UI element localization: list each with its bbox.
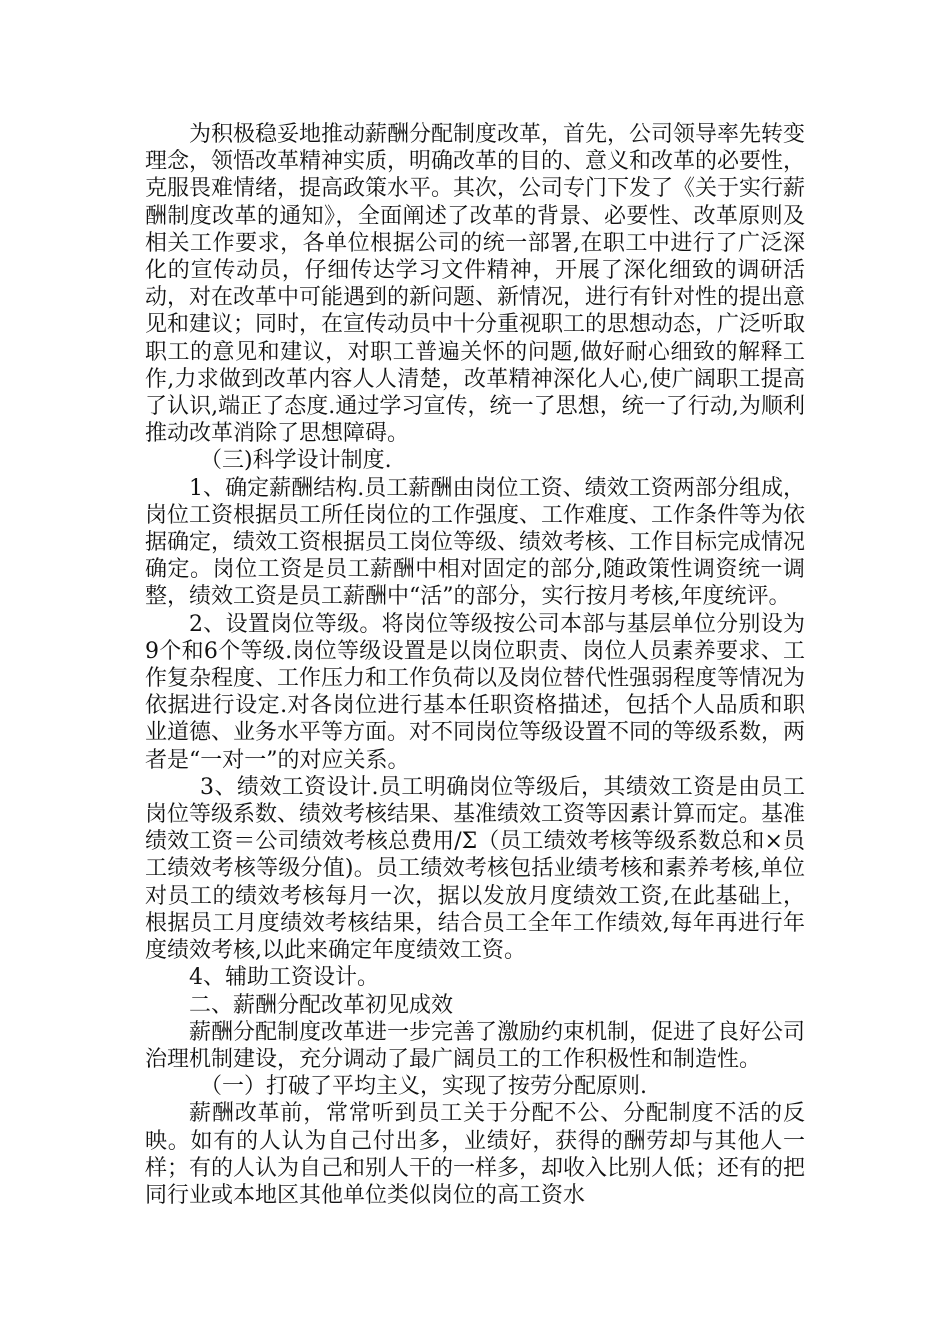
heading-scientific-design: （三)科学设计制度. <box>200 448 392 474</box>
paragraph-incentive-mechanism: 薪酬分配制度改革进一步完善了激励约束机制，促进了良好公司治理机制建设，充分调动了最广阔员工的工作积极性和制造性。 <box>145 1019 806 1072</box>
paragraph-performance-pay: 3、绩效工资设计.员工明确岗位等级后，其绩效工资是由员工岗位等级系数、绩效考核结果、基准绩效工资等因素计算而定。基准绩效工资＝公司绩效考核总费用/Σ（员工绩效考核等级系数总和×员工绩效考核等级分值)。员工绩效考核包括业绩考核和素养考核,单位对员工的绩效考核每月一次，据以发放月度绩效工资,在此基础上，根据员工月度绩效考核结果，结合员工全年工作绩效,每年再进行年度绩效考核,以此来确定年度绩效工资。 <box>145 774 806 964</box>
paragraph-promotion: 为积极稳妥地推动薪酬分配制度改革，首先，公司领导率先转变理念，领悟改革精神实质，明确改革的目的、意义和改革的必要性，克服畏难情绪，提高政策水平。其次，公司专门下发了《关于实行薪酬制度改革的通知》，全面阐述了改革的背景、必要性、改革原则及相关工作要求，各单位根据公司的统一部署,在职工中进行了广泛深化的宣传动员，仔细传达学习文件精神，开展了深化细致的调研活动，对在改革中可能遇到的新问题、新情况，进行有针对性的提出意见和建议；同时，在宣传动员中十分重视职工的思想动态，广泛听取职工的意见和建议，对职工普遍关怀的问题,做好耐心细致的解释工作,力求做到改革内容人人清楚，改革精神深化人心,使广阔职工提高了认识,端正了态度.通过学习宣传，统一了思想，统一了行动,为顺利推动改革消除了思想障碍。 <box>145 122 806 447</box>
heading-break-egalitarianism: （一）打破了平均主义，实现了按劳分配原则. <box>200 1074 647 1100</box>
paragraph-auxiliary-pay: 4、辅助工资设计。 <box>189 965 379 991</box>
paragraph-before-reform: 薪酬改革前，常常听到员工关于分配不公、分配制度不活的反映。如有的人认为自己付出多，业绩好，获得的酬劳却与其他人一样；有的人认为自己和别人干的一样多，却收入比别人低；还有的把同行业或本地区其他单位类似岗位的高工资水 <box>145 1101 806 1208</box>
paragraph-post-levels: 2、设置岗位等级。将岗位等级按公司本部与基层单位分别设为9个和6个等级.岗位等级设置是以岗位职责、岗位人员素养要求、工作复杂程度、工作压力和工作负荷以及岗位替代性强弱程度等情况为依据进行设定.对各岗位进行基本任职资格描述，包括个人品质和职业道德、业务水平等方面。对不同岗位等级设置不同的等级系数，两者是“一对一”的对应关系。 <box>145 611 806 773</box>
document-body <box>145 121 805 1209</box>
heading-initial-results: 二、薪酬分配改革初见成效 <box>189 992 454 1018</box>
paragraph-salary-structure: 1、确定薪酬结构.员工薪酬由岗位工资、绩效工资两部分组成，岗位工资根据员工所任岗位的工作强度、工作难度、工作条件等为依据确定，绩效工资根据员工岗位等级、绩效考核、工作目标完成情况确定。岗位工资是员工薪酬中相对固定的部分,随政策性调资统一调整，绩效工资是员工薪酬中“活”的部分，实行按月考核,年度统评。 <box>145 475 806 610</box>
